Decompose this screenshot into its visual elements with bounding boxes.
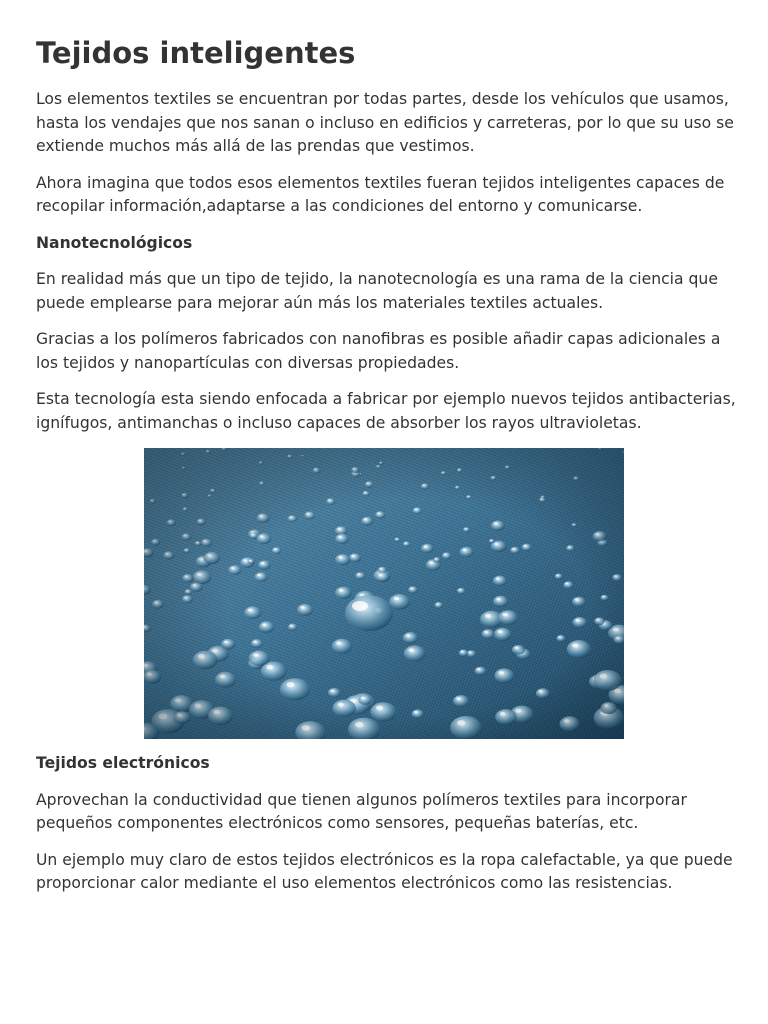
page-title: Tejidos inteligentes xyxy=(36,36,356,70)
section-heading-tejidos-electronicos: Tejidos electrónicos xyxy=(36,754,210,772)
water-droplets-fabric-image xyxy=(144,448,624,739)
section-heading-nanotecnologicos: Nanotecnológicos xyxy=(36,233,193,252)
article xyxy=(36,30,736,909)
intro-paragraph-1: Los elementos textiles se encuentran por todas partes, desde los vehículos que usamos, hasta los vendajes que nos sanan o incluso en edificios y carreteras, por lo que su uso se extiende muchos más allá de las prendas que vestimos. xyxy=(36,90,734,155)
intro-paragraph-2: Ahora imagina que todos esos elementos textiles fueran tejidos inteligentes capaces de recopilar información,adaptarse a las condiciones del entorno y comunicarse. xyxy=(36,173,725,215)
nano-paragraph-3: Esta tecnología esta siendo enfocada a fabricar por ejemplo nuevos tejidos antibacterias, ignífugos, antimanchas o incluso capaces de absorber los rayos ultravioletas. xyxy=(36,390,736,432)
nano-paragraph-1: En realidad más que un tipo de tejido, la nanotecnología es una rama de la ciencia que puede emplearse para mejorar aún más los materiales textiles actuales. xyxy=(36,270,718,312)
nano-paragraph-2: Gracias a los polímeros fabricados con nanofibras es posible añadir capas adicionales a los tejidos y nanopartículas con diversas propiedades. xyxy=(36,330,721,372)
electronic-paragraph-2: Un ejemplo muy claro de estos tejidos electrónicos es la ropa calefactable, ya que puede proporcionar calor mediante el uso elementos electrónicos como las resistencias. xyxy=(36,850,733,892)
electronic-paragraph-1: Aprovechan la conductividad que tienen algunos polímeros textiles para incorporar pequeños componentes electrónicos como sensores, pequeñas baterías, etc. xyxy=(36,790,687,832)
fabric-illustration xyxy=(144,448,624,739)
